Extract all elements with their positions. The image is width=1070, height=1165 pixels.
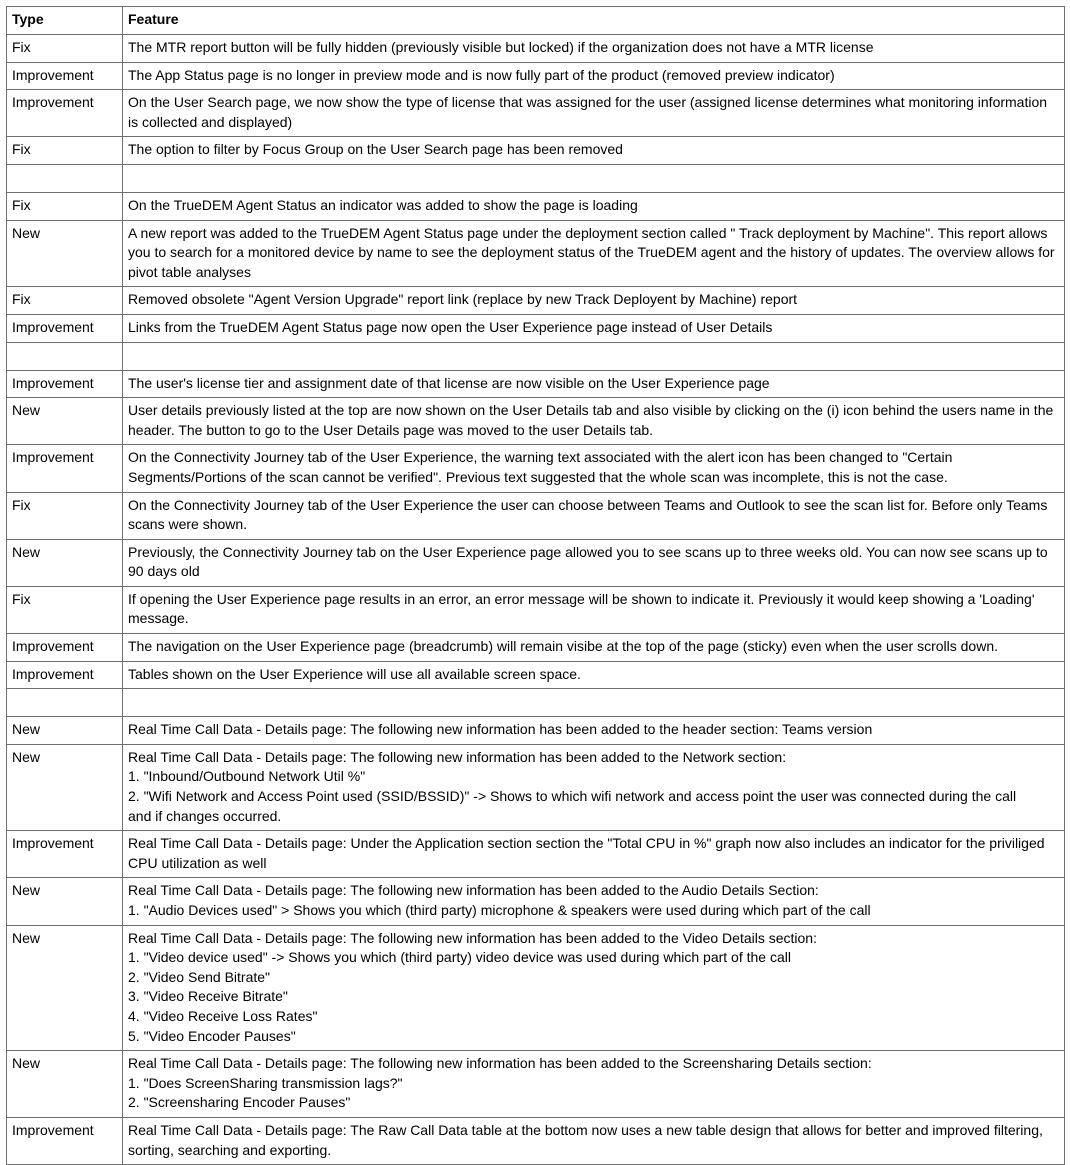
table-row [7, 370, 1065, 398]
feature-line: 2. "Video Send Bitrate" [128, 968, 270, 985]
table-row [7, 492, 1065, 539]
feature-cell: Removed obsolete "Agent Version Upgrade" report link (replace by new Track Deployent by Machine) report [123, 287, 1065, 315]
table-header-row [7, 7, 1065, 35]
feature-cell: If opening the User Experience page results in an error, an error message will be shown to indicate it. Previously it would keep showing a 'Loading' message. [123, 586, 1065, 633]
feature-line: 1. "Video device used" -> Shows you which (third party) video device was used during which part of the call [128, 949, 791, 966]
feature-cell: The option to filter by Focus Group on the User Search page has been removed [123, 137, 1065, 165]
table-row [7, 634, 1065, 662]
feature-line: 2. "Wifi Network and Access Point used (SSID/BSSID)" -> Shows to which wifi network and access point the user was connected during the call [128, 788, 1017, 805]
feature-cell: On the TrueDEM Agent Status an indicator was added to show the page is loading [123, 192, 1065, 220]
feature-line: 4. "Video Receive Loss Rates" [128, 1007, 318, 1024]
type-cell [7, 689, 123, 717]
feature-line: 1. "Does ScreenSharing transmission lags?" [128, 1074, 403, 1091]
feature-cell: The navigation on the User Experience page (breadcrumb) will remain visibe at the top of the page (sticky) even when the user scrolls down. [123, 634, 1065, 662]
table-row [7, 539, 1065, 586]
type-cell: New [7, 878, 123, 925]
spacer-row [7, 164, 1065, 192]
type-cell: Fix [7, 137, 123, 165]
type-cell: Fix [7, 287, 123, 315]
feature-cell: Real Time Call Data - Details page: Under the Application section section the "Total CPU in %" graph now also includes an indicator for the priviliged CPU utilization as well [123, 831, 1065, 878]
table-row [7, 744, 1065, 830]
feature-cell [123, 925, 1065, 1051]
feature-cell: User details previously listed at the top are now shown on the User Details tab and also visible by clicking on the (i) icon behind the users name in the header. The button to go to the User Details page was moved to the user Details tab. [123, 398, 1065, 445]
feature-line: 1. "Inbound/Outbound Network Util %" [128, 768, 366, 785]
feature-cell [123, 744, 1065, 830]
feature-cell [123, 878, 1065, 925]
feature-cell: On the User Search page, we now show the type of license that was assigned for the user (assigned license determines what monitoring information is collected and displayed) [123, 90, 1065, 137]
table-row [7, 1051, 1065, 1118]
table-row [7, 220, 1065, 287]
table-row [7, 398, 1065, 445]
type-cell: Fix [7, 35, 123, 63]
feature-line: 2. "Screensharing Encoder Pauses" [128, 1094, 351, 1111]
type-cell [7, 342, 123, 370]
type-cell: New [7, 1051, 123, 1118]
feature-line: Real Time Call Data - Details page: The following new information has been added to the Video Details section: [128, 929, 817, 946]
feature-column-header: Feature [123, 7, 1065, 35]
table-row [7, 35, 1065, 63]
feature-line: 1. "Audio Devices used" > Shows you which (third party) microphone & speakers were used during which part of the call [128, 902, 871, 918]
type-cell: Improvement [7, 661, 123, 689]
type-column-header: Type [7, 7, 123, 35]
spacer-row [7, 342, 1065, 370]
feature-cell [123, 1051, 1065, 1118]
table-row [7, 445, 1065, 492]
feature-cell: On the Connectivity Journey tab of the User Experience, the warning text associated with the alert icon has been changed to "Certain Segments/Portions of the scan cannot be verified". Previous text suggested that the whole scan was incomplete, this is not the case. [123, 445, 1065, 492]
feature-cell: On the Connectivity Journey tab of the User Experience the user can choose between Teams and Outlook to see the scan list for. Before only Teams scans were shown. [123, 492, 1065, 539]
spacer-row [7, 689, 1065, 717]
table-row [7, 1117, 1065, 1164]
feature-cell: Real Time Call Data - Details page: The following new information has been added to the header section: Teams version [123, 717, 1065, 745]
feature-cell [123, 342, 1065, 370]
table-row [7, 878, 1065, 925]
feature-line: 5. "Video Encoder Pauses" [128, 1027, 296, 1044]
feature-cell: The MTR report button will be fully hidden (previously visible but locked) if the organization does not have a MTR license [123, 35, 1065, 63]
type-cell: Improvement [7, 62, 123, 90]
feature-cell: Links from the TrueDEM Agent Status page now open the User Experience page instead of User Details [123, 314, 1065, 342]
table-row [7, 90, 1065, 137]
feature-line: Real Time Call Data - Details page: The following new information has been added to the Network section: [128, 748, 787, 765]
type-cell: Improvement [7, 831, 123, 878]
type-cell [7, 164, 123, 192]
feature-cell: Real Time Call Data - Details page: The Raw Call Data table at the bottom now uses a new table design that allows for better and improved filtering, sorting, searching and exporting. [123, 1117, 1065, 1164]
feature-line: Real Time Call Data - Details page: The following new information has been added to the Audio Details Section: [128, 882, 819, 899]
type-cell: Improvement [7, 370, 123, 398]
type-cell: New [7, 539, 123, 586]
type-cell: Improvement [7, 90, 123, 137]
type-cell: Improvement [7, 314, 123, 342]
feature-cell [123, 689, 1065, 717]
type-cell: New [7, 744, 123, 830]
feature-cell [123, 164, 1065, 192]
type-cell: New [7, 220, 123, 287]
table-row [7, 586, 1065, 633]
table-row [7, 661, 1065, 689]
type-cell: Fix [7, 192, 123, 220]
feature-cell: The App Status page is no longer in preview mode and is now fully part of the product (removed preview indicator) [123, 62, 1065, 90]
type-cell: Fix [7, 492, 123, 539]
table-row [7, 314, 1065, 342]
feature-line: 3. "Video Receive Bitrate" [128, 988, 288, 1005]
type-cell: New [7, 398, 123, 445]
feature-cell: Tables shown on the User Experience will use all available screen space. [123, 661, 1065, 689]
feature-cell: The user's license tier and assignment date of that license are now visible on the User Experience page [123, 370, 1065, 398]
type-cell: New [7, 717, 123, 745]
feature-line: and if changes occurred. [128, 807, 282, 824]
feature-cell: Previously, the Connectivity Journey tab on the User Experience page allowed you to see scans up to three weeks old. You can now see scans up to 90 days old [123, 539, 1065, 586]
table-row [7, 62, 1065, 90]
feature-line: Real Time Call Data - Details page: The following new information has been added to the Screensharing Details section: [128, 1055, 872, 1072]
table-row [7, 831, 1065, 878]
feature-cell: A new report was added to the TrueDEM Agent Status page under the deployment section called " Track deployment by Machine". This report allows you to search for a monitored device by name to see the deployment status of the TrueDEM agent and the history of updates. The overview allows for pivot table analyses [123, 220, 1065, 287]
table-body [7, 35, 1065, 1165]
type-cell: New [7, 925, 123, 1051]
type-cell: Improvement [7, 445, 123, 492]
type-cell: Improvement [7, 634, 123, 662]
type-cell: Fix [7, 586, 123, 633]
type-cell: Improvement [7, 1117, 123, 1164]
table-row [7, 137, 1065, 165]
table-row [7, 192, 1065, 220]
table-row [7, 925, 1065, 1051]
table-row [7, 717, 1065, 745]
release-notes-table [6, 6, 1065, 1165]
table-row [7, 287, 1065, 315]
